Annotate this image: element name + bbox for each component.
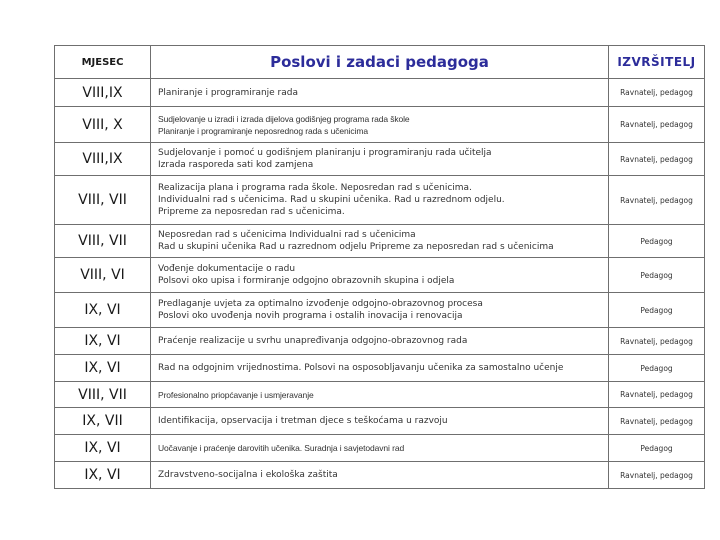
task-line: Rad na odgojnim vrijednostima. Polsovi na osposobljavanju učenika za samostalno učenje [158,363,564,373]
header-executor: IZVRŠITELJ [609,46,705,79]
task-line: Sudjelovanje u izradi i izrada dijelova godišnjeg programa rada škole [158,113,410,124]
row-month: VIII, VII [55,382,151,408]
row-executor: Pedagog [609,435,705,462]
table-row [55,225,705,258]
row-task [151,408,609,435]
row-task [151,382,609,408]
task-line: Profesionalno priopćavanje i usmjeravanje [158,389,314,400]
row-task [151,293,609,328]
table-row [55,258,705,293]
row-executor: Ravnatelj, pedagog [609,408,705,435]
task-line: Pripreme za neposredan rad s učenicima. [158,207,345,217]
table-row [55,408,705,435]
row-month: VIII,IX [55,143,151,176]
table-row [55,293,705,328]
row-task [151,258,609,293]
row-month: IX, VI [55,293,151,328]
header-month: MJESEC [55,46,151,79]
row-task [151,79,609,107]
duties-table [54,45,705,489]
row-task [151,107,609,143]
row-executor: Ravnatelj, pedagog [609,176,705,225]
task-line: Rad u skupini učenika Rad u razrednom odjelu Pripreme za neposredan rad s učenicima [158,242,554,252]
table-row [55,143,705,176]
task-line: Realizacija plana i programa rada škole. Neposredan rad s učenicima. [158,183,472,193]
row-task [151,355,609,382]
header-row [55,46,705,79]
row-task [151,143,609,176]
task-line: Planiranje i programiranje rada [158,87,299,98]
row-executor: Ravnatelj, pedagog [609,328,705,355]
row-executor: Pedagog [609,355,705,382]
task-line: Planiranje i programiranje neposrednog rada s učenicima [158,125,368,136]
row-executor: Ravnatelj, pedagog [609,462,705,489]
row-month: VIII, VII [55,225,151,258]
row-task [151,462,609,489]
row-executor: Ravnatelj, pedagog [609,143,705,176]
row-month: VIII, VI [55,258,151,293]
task-line: Sudjelovanje i pomoć u godišnjem planiranju i programiranju rada učitelja [158,148,492,158]
row-month: VIII,IX [55,79,151,107]
task-line: Neposredan rad s učenicima Individualni rad s učenicima [158,230,416,240]
task-line: Vođenje dokumentacije o radu [158,264,296,274]
task-line: Predlaganje uvjeta za optimalno izvođenje odgojno-obrazovnog procesa [158,299,483,309]
row-executor: Pedagog [609,293,705,328]
row-month: IX, VI [55,435,151,462]
table-row [55,382,705,408]
row-month: IX, VI [55,328,151,355]
table-row [55,462,705,489]
task-line: Individualni rad s učenicima. Rad u skupini učenika. Rad u razrednom odjelu. [158,195,505,205]
row-task [151,225,609,258]
task-line: Praćenje realizacije u svrhu unapređivanja odgojno-obrazovnog rada [158,336,468,346]
header-title: Poslovi i zadaci pedagoga [151,46,609,79]
row-month: IX, VI [55,355,151,382]
task-line: Polsovi oko upisa i formiranje odgojno obrazovnih skupina i odjela [158,276,455,286]
table-row [55,107,705,143]
row-executor: Ravnatelj, pedagog [609,107,705,143]
row-task [151,176,609,225]
row-executor: Pedagog [609,225,705,258]
row-month: IX, VI [55,462,151,489]
row-month: IX, VII [55,408,151,435]
task-line: Uočavanje i praćenje darovitih učenika. Suradnja i savjetodavni rad [158,443,405,453]
row-task [151,328,609,355]
task-line: Izrada rasporeda sati kod zamjena [158,160,314,170]
table-row [55,435,705,462]
task-line: Zdravstveno-socijalna i ekološka zaštita [158,470,338,480]
table-row [55,355,705,382]
task-line: Identifikacija, opservacija i tretman djece s teškoćama u razvoju [158,416,448,426]
row-executor: Pedagog [609,258,705,293]
task-line: Poslovi oko uvođenja novih programa i ostalih inovacija i renovacija [158,311,463,321]
table-row [55,79,705,107]
row-executor: Ravnatelj, pedagog [609,79,705,107]
row-month: VIII, VII [55,176,151,225]
table-row [55,176,705,225]
row-month: VIII, X [55,107,151,143]
table-row [55,328,705,355]
row-task [151,435,609,462]
row-executor: Ravnatelj, pedagog [609,382,705,408]
plan-sheet [54,45,705,489]
